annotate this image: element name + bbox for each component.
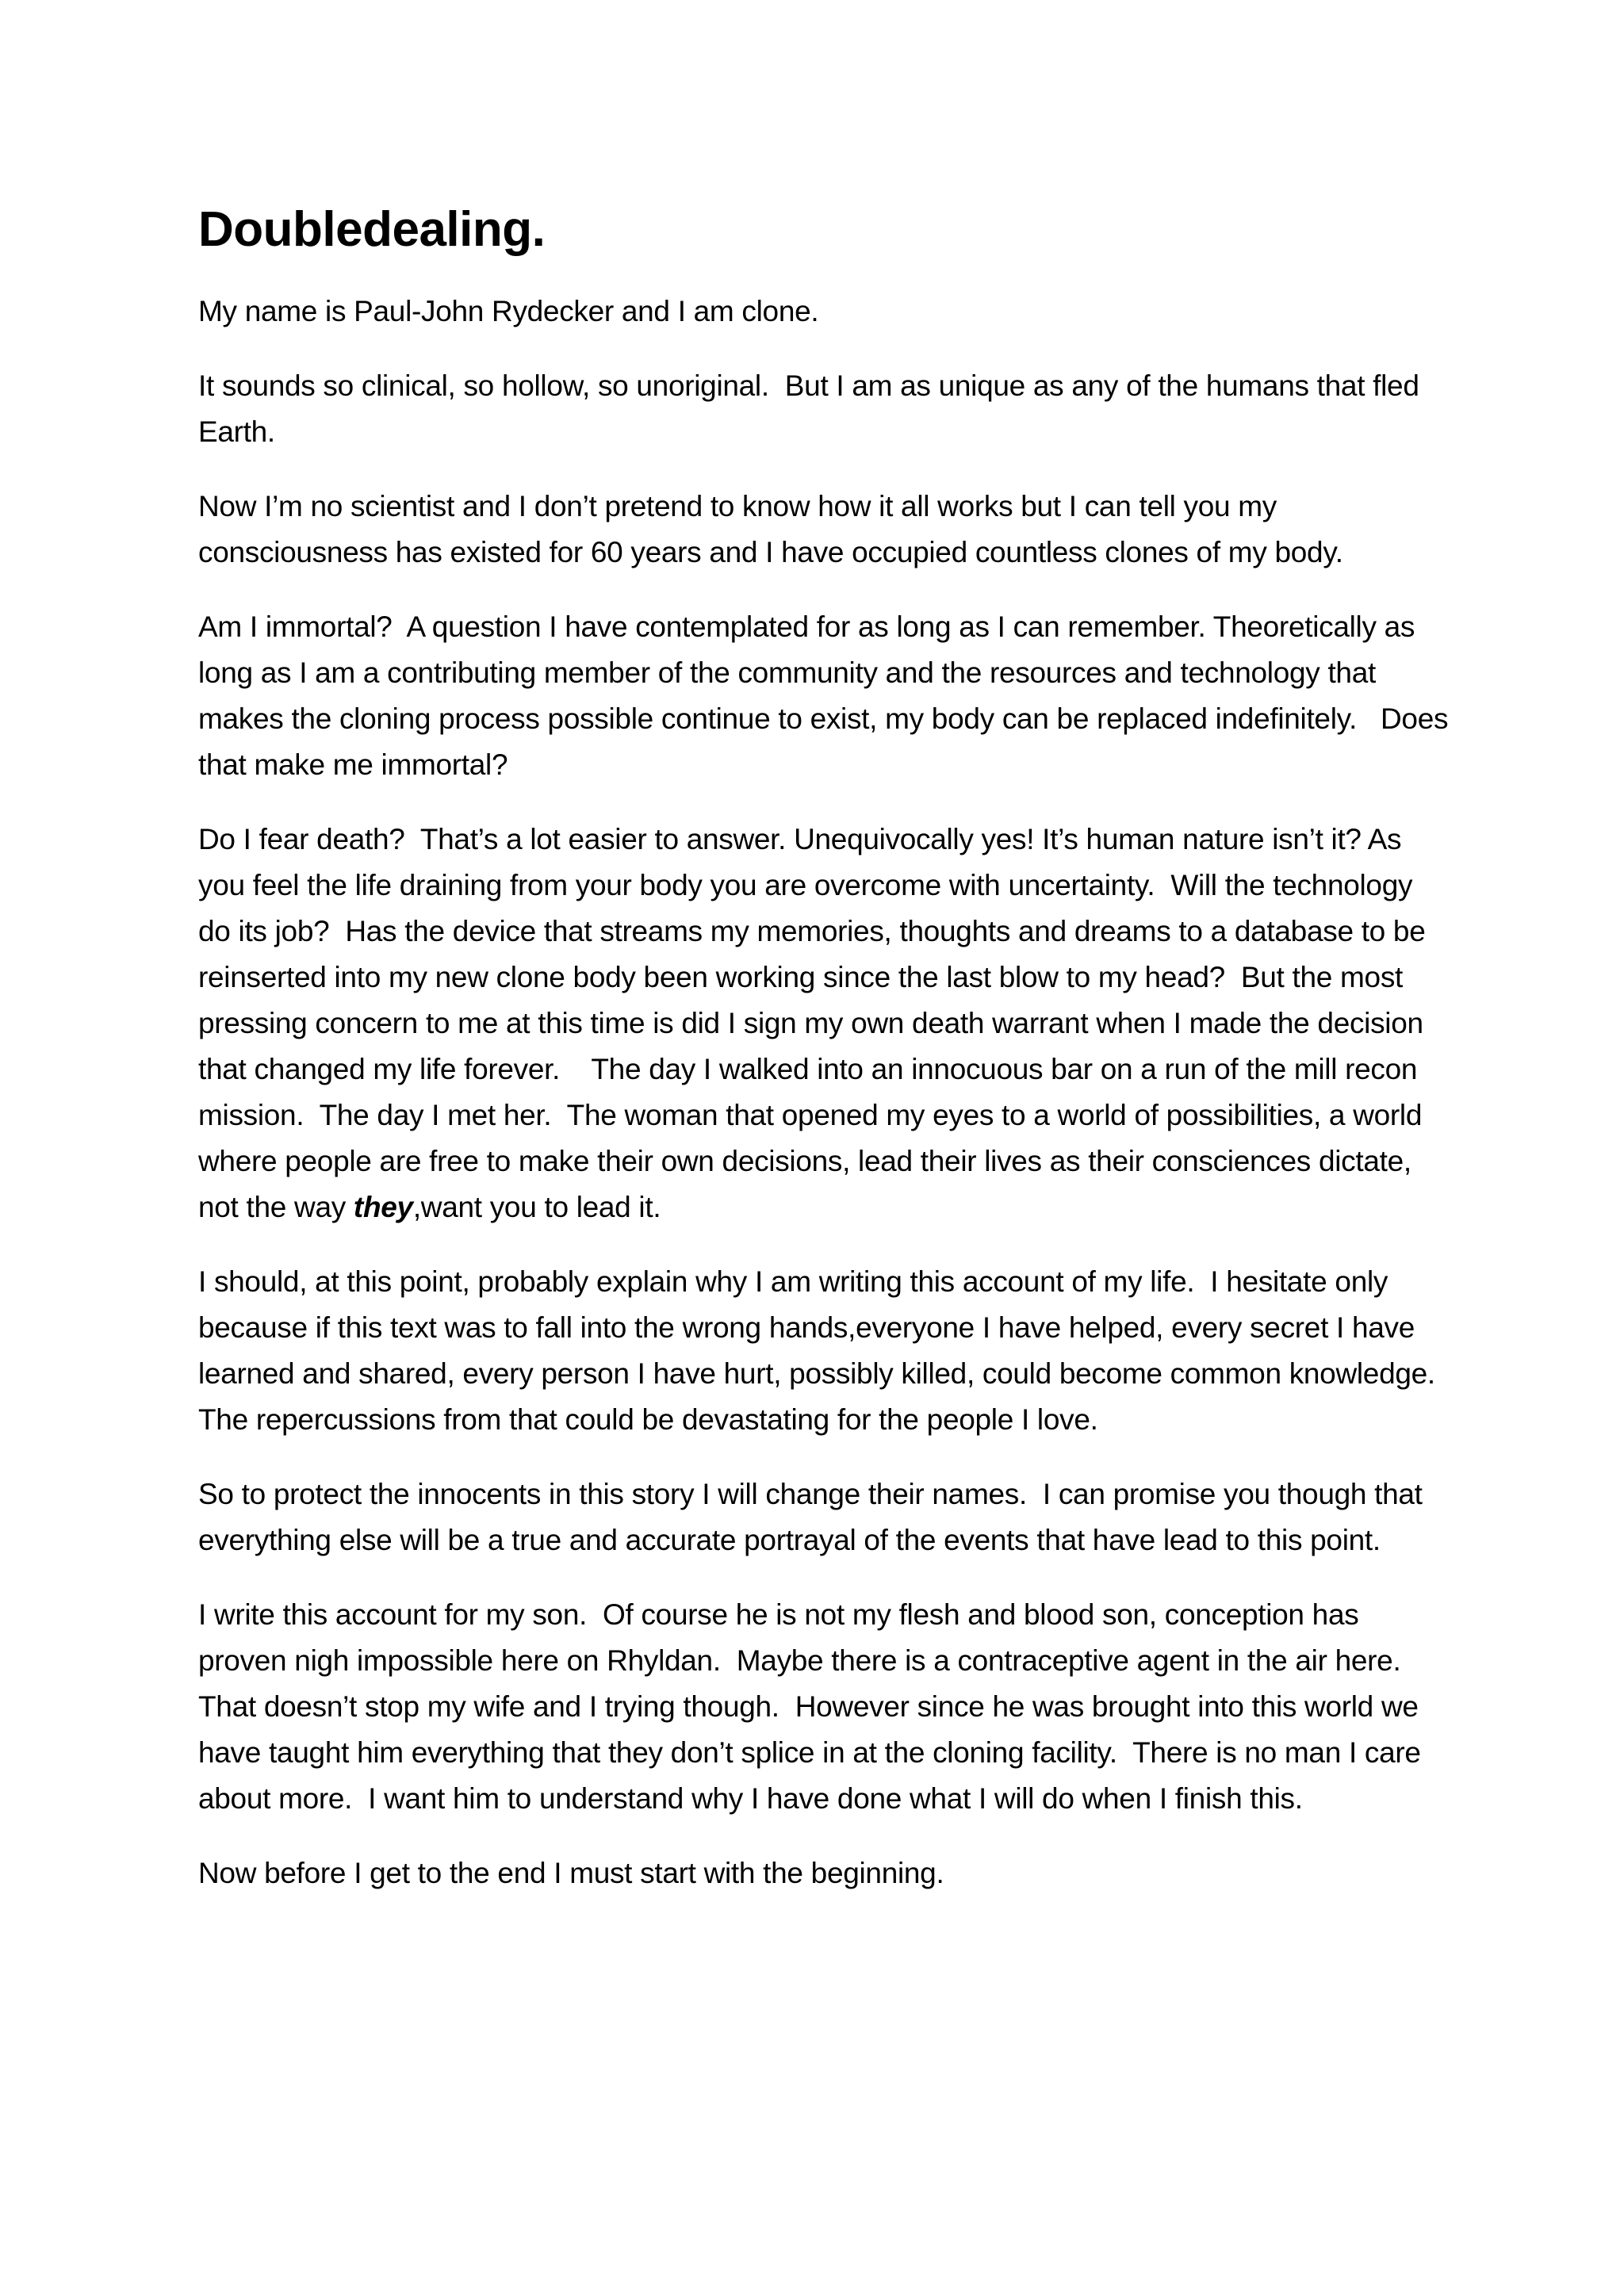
paragraph-text: Now I’m no scientist and I don’t pretend to know how it all works but I can tell you my consciousness has existed for 60 years and I have occupied countless clones of my body. (198, 490, 1343, 568)
paragraph-4 (198, 604, 1457, 788)
paragraph-3 (198, 484, 1451, 576)
emphasized-word: they (353, 1191, 413, 1223)
paragraph-text-end: ,want you to lead it. (412, 1191, 661, 1223)
paragraph-text: Am I immortal? A question I have contemplated for as long as I can remember. Theoretically as long as I am a contributing member of the community and the resources and technology that makes the cloning process possible continue to exist, my body can be replaced indefinitely. Does that make me immortal? (198, 610, 1457, 781)
paragraph-text: Now before I get to the end I must start with the beginning. (198, 1857, 944, 1889)
document-body (198, 198, 1457, 1925)
paragraph-2 (198, 363, 1451, 455)
paragraph-7 (198, 1471, 1451, 1563)
paragraph-6 (198, 1259, 1451, 1443)
paragraph-text: I write this account for my son. Of course he is not my flesh and blood son, conception has proven nigh impossible here on Rhyldan. Maybe there is a contraceptive agent in the air here. That doesn’t stop my wife and I trying though. However since he was brought into this world we have taught him everything that they don’t splice in at the cloning facility. There is no man I care about more. I want him to understand why I have done what I will do when I finish this. (198, 1598, 1429, 1815)
paragraph-9 (198, 1850, 1451, 1896)
paragraph-text: It sounds so clinical, so hollow, so unoriginal. But I am as unique as any of the humans that fled Earth. (198, 369, 1427, 448)
paragraph-text: I should, at this point, probably explain why I am writing this account of my life. I hesitate only because if this text was to fall into the wrong hands,everyone I have helped, every secret I have learned and shared, every person I have hurt, possibly killed, could become common knowledge. The repercussions from that could be devastating for the people I love. (198, 1265, 1451, 1436)
paragraph-text: My name is Paul-John Rydecker and I am clone. (198, 295, 819, 327)
paragraph-8 (198, 1592, 1451, 1822)
document-title: Doubledealing. (198, 202, 546, 257)
paragraph-text: Do I fear death? That’s a lot easier to answer. Unequivocally yes! It’s human nature isn’t it? As you feel the life draining from your body you are overcome with uncertainty. Will the technology do its job? Has the device that streams my memories, thoughts and dreams to a database to be reinserted into my new clone body been working since the last blow to my head? But the most pressing concern to me at this time is did I sign my own death warrant when I made the decision that changed my life forever. The day I walked into an innocuous bar on a run of the mill recon mission. The day I met her. The woman that opened my eyes to a world of possibilities, a world where people are free to make their own decisions, lead their lives as their consciences dictate, not the way (198, 823, 1434, 1223)
paragraph-5 (198, 817, 1451, 1230)
paragraph-1 (198, 289, 1451, 335)
paragraph-text: So to protect the innocents in this story I will change their names. I can promise you though that everything else will be a true and accurate portrayal of the events that have lead to this point. (198, 1478, 1431, 1556)
